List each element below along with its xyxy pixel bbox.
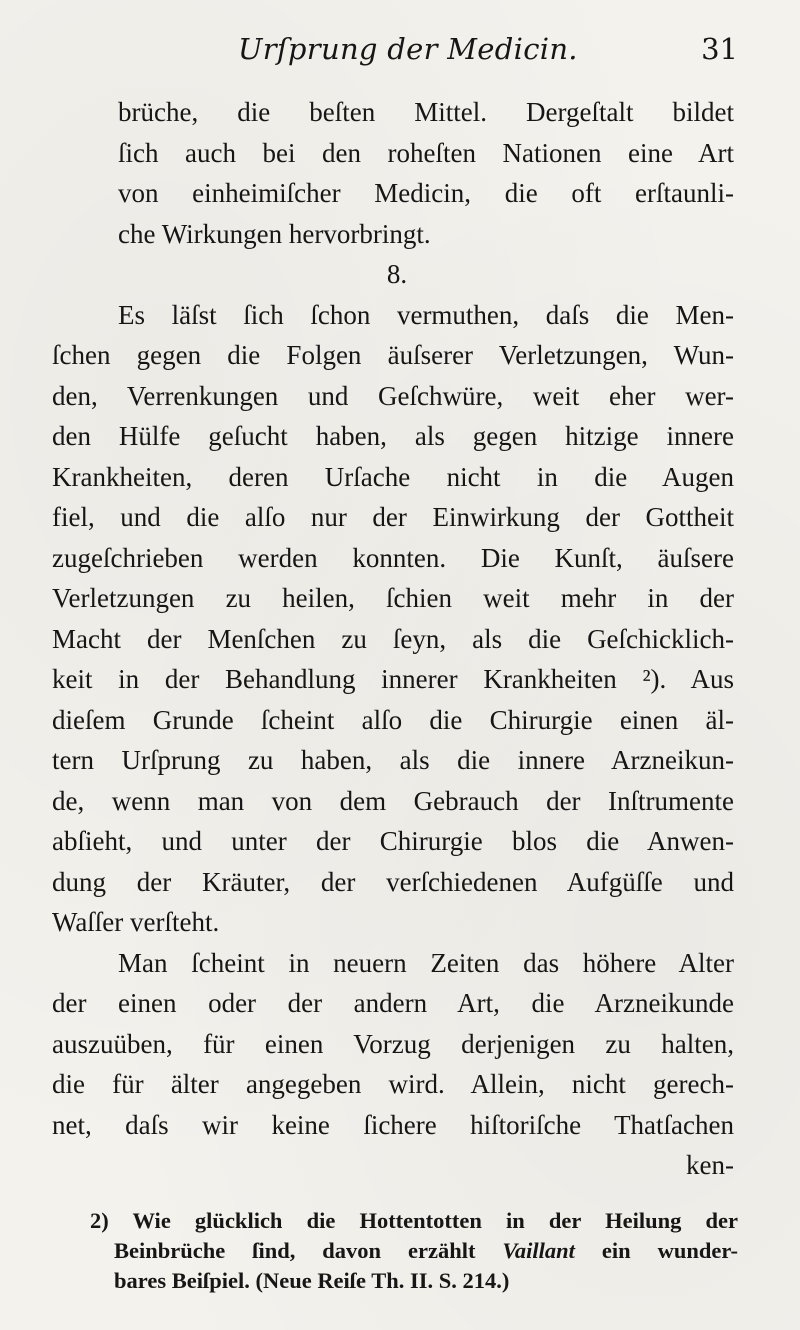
footnote-author-name: Vaillant <box>502 1238 575 1263</box>
text-line: die für älter angegeben wird. Allein, nicht gerech- <box>52 1069 734 1099</box>
text-line: ſchen gegen die Folgen äuſserer Verletzungen, Wun- <box>52 340 734 370</box>
text-line: den, Verrenkungen und Geſchwüre, weit eher wer- <box>52 380 734 411</box>
text-line: keit in der Behandlung innerer Krankheiten ²). Aus <box>52 664 734 694</box>
footnote-text: Beinbrüche ſind, davon erzählt <box>114 1238 503 1263</box>
text-line: Macht der Menſchen zu ſeyn, als die Geſchicklich- <box>52 623 734 654</box>
text-line: dung der Kräuter, der verſchiedenen Aufgüſſe und <box>52 866 734 897</box>
text-line: Verletzungen zu heilen, ſchien weit mehr in der <box>52 583 734 613</box>
text-line: abſieht, und unter der Chirurgie blos die Anwen- <box>52 826 734 856</box>
footnote-line: bares Beiſpiel. (Neue Reiſe Th. II. S. 214.) <box>114 1268 510 1293</box>
footnote-text: ein wunder- <box>574 1238 738 1263</box>
footnote-marker: 2) <box>90 1208 109 1233</box>
text-line: der einen oder der andern Art, die Arzneikunde <box>52 988 734 1018</box>
text-line: tern Urſprung zu haben, als die innere Arzneikun- <box>52 745 734 775</box>
running-title: Urſprung der Medicin. <box>238 32 578 66</box>
footnote-line <box>90 1236 738 1266</box>
body-text <box>52 92 734 1186</box>
text-line: Krankheiten, deren Urſache nicht in die Augen <box>52 461 734 492</box>
text-line: ſich auch bei den roheſten Nationen eine Art <box>118 137 734 168</box>
text-line: fiel, und die alſo nur der Einwirkung der Gottheit <box>52 502 734 532</box>
footnote <box>90 1206 738 1296</box>
text-line: Es läſst ſich ſchon vermuthen, daſs die Men- <box>118 299 734 330</box>
footnote-line <box>90 1206 738 1236</box>
text-line: von einheimiſcher Medicin, die oft erſtaunli- <box>118 178 734 208</box>
text-line: Waſſer verſteht. <box>52 907 220 937</box>
text-line: brüche, die beſten Mittel. Dergeſtalt bildet <box>118 97 734 127</box>
text-line: den Hülfe geſucht haben, als gegen hitzige innere <box>52 421 734 451</box>
page-number: 31 <box>701 32 738 66</box>
text-line: dieſem Grunde ſcheint alſo die Chirurgie einen äl- <box>52 704 734 735</box>
text-line: zugeſchrieben werden konnten. Die Kunſt, äuſsere <box>52 542 734 573</box>
text-line: net, daſs wir keine ſichere hiſtoriſche Thatſachen <box>52 1109 734 1140</box>
text-line: de, wenn man von dem Gebrauch der Inſtrumente <box>52 785 734 816</box>
text-line: auszuüben, für einen Vorzug derjenigen zu halten, <box>52 1028 734 1059</box>
section-number: 8. <box>386 259 408 289</box>
text-line: Man ſcheint in neuern Zeiten das höhere Alter <box>118 947 734 978</box>
text-line: che Wirkungen hervorbringt. <box>118 218 431 249</box>
footnote-text: Wie glücklich die Hottentotten in der Heilung der <box>132 1208 738 1233</box>
page-header <box>0 32 800 72</box>
catchword: ken- <box>686 1150 734 1180</box>
